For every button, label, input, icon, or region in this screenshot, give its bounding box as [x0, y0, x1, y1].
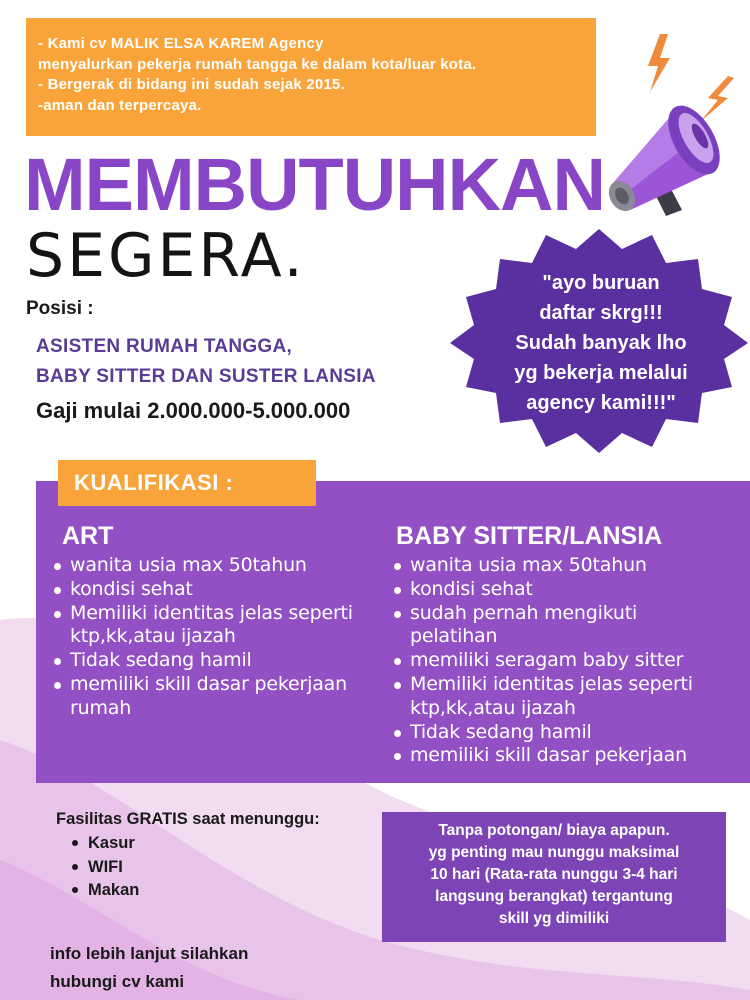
art-requirements-list: [52, 554, 378, 721]
badge-text: [470, 268, 732, 418]
list-item: Tidak sedang hamil: [52, 649, 378, 673]
position-label: Posisi :: [26, 298, 94, 319]
note-box: [382, 812, 726, 942]
megaphone-icon: [600, 14, 750, 224]
list-item: wanita usia max 50tahun: [52, 554, 378, 578]
list-item: kondisi sehat: [52, 578, 378, 602]
contact-line: info lebih lanjut silahkan: [50, 944, 249, 963]
list-item: memiliki skill dasar pekerjaan rumah: [52, 673, 378, 721]
facilities-list: [72, 832, 139, 903]
babysitter-requirements-list: [392, 554, 722, 768]
contact-line: hubungi cv kami: [50, 972, 185, 991]
list-item: sudah pernah mengikuti pelatihan: [392, 602, 722, 650]
note-line: yg penting mau nunggu maksimal: [428, 844, 680, 861]
list-item: memiliki seragam baby sitter: [392, 649, 722, 673]
list-item: kondisi sehat: [392, 578, 722, 602]
babysitter-title: BABY SITTER/LANSIA: [396, 522, 663, 550]
badge-line: daftar skrg!!!: [539, 302, 663, 324]
list-item: wanita usia max 50tahun: [392, 554, 722, 578]
list-item: Memiliki identitas jelas seperti ktp,kk,atau ijazah: [392, 673, 722, 721]
intro-line: - Bergerak di bidang ini sudah sejak 2015.: [38, 76, 345, 93]
list-item: Makan: [72, 879, 139, 903]
facilities-title: Fasilitas GRATIS saat menunggu:: [56, 810, 320, 828]
note-line: Tanpa potongan/ biaya apapun.: [438, 822, 670, 839]
contact-text: [50, 940, 248, 996]
qualifications-heading: KUALIFIKASI :: [58, 460, 316, 506]
badge-line: "ayo buruan: [542, 272, 660, 294]
note-line: langsung berangkat) tergantung: [435, 888, 673, 905]
list-item: Memiliki identitas jelas seperti ktp,kk,atau ijazah: [52, 602, 378, 650]
position-title: BABY SITTER DAN SUSTER LANSIA: [36, 366, 376, 387]
intro-line: - Kami cv MALIK ELSA KAREM Agency: [38, 35, 324, 52]
list-item: Tidak sedang hamil: [392, 721, 722, 745]
badge-line: Sudah banyak lho: [515, 332, 687, 354]
salary-text: Gaji mulai 2.000.000-5.000.000: [36, 398, 351, 423]
subheadline: SEGERA.: [26, 221, 306, 291]
list-item: WIFI: [72, 856, 139, 880]
art-title: ART: [62, 522, 114, 550]
intro-line: menyalurkan pekerja rumah tangga ke dalam kota/luar kota.: [38, 55, 477, 73]
list-item: memiliki skill dasar pekerjaan: [392, 744, 722, 768]
badge-line: agency kami!!!": [526, 392, 676, 414]
headline: MEMBUTUHKAN: [24, 143, 605, 226]
badge-line: yg bekerja melalui: [514, 362, 688, 384]
note-line: 10 hari (Rata-rata nunggu 3-4 hari: [430, 866, 678, 883]
position-title: ASISTEN RUMAH TANGGA,: [36, 336, 293, 357]
intro-line: -aman dan terpercaya.: [38, 96, 202, 114]
list-item: Kasur: [72, 832, 139, 856]
intro-box: [26, 18, 596, 136]
note-line: skill yg dimiliki: [498, 910, 610, 927]
